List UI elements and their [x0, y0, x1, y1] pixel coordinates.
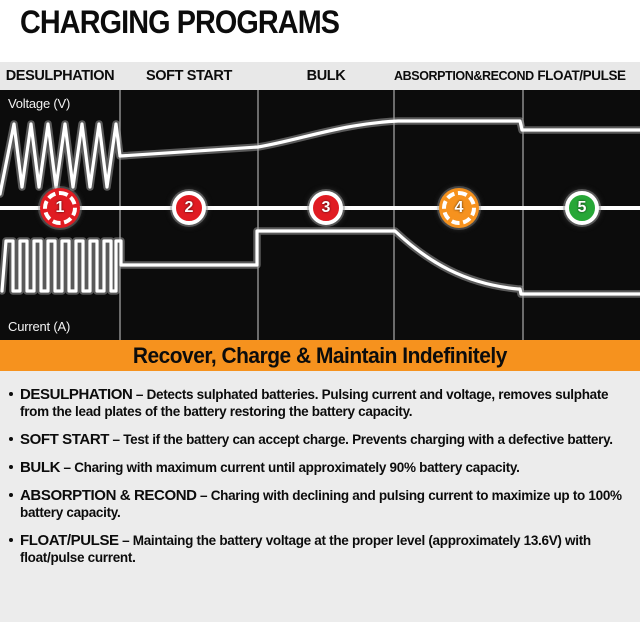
waveform-chart: [0, 90, 640, 340]
step-badge-3: 3: [309, 191, 343, 225]
stage-label-absorption-recond: ABSORPTION&RECOND: [394, 69, 534, 83]
step-badge-1: 1: [40, 188, 80, 228]
dash: –: [200, 488, 208, 503]
term: SOFT START: [20, 431, 110, 448]
dash: –: [112, 432, 120, 447]
page-title: CHARGING PROGRAMS: [20, 4, 340, 40]
term: FLOAT/PULSE: [20, 532, 119, 549]
banner: [0, 340, 640, 371]
descriptions-section: [0, 371, 640, 622]
term: BULK: [20, 459, 61, 476]
term: DESULPHATION: [20, 386, 133, 403]
term-description: Test if the battery can accept charge. Prevents charging with a defective battery.: [123, 432, 613, 447]
term-description: Charing with declining and pulsing current to maximize up to 100% battery capacity.: [20, 488, 622, 520]
description-item-bulk: [8, 459, 632, 476]
description-item-float-pulse: [8, 532, 632, 566]
stage-header-bar: [0, 62, 640, 90]
term-description: Charing with maximum current until approximately 90% battery capacity.: [74, 460, 520, 475]
step-badge-4: 4: [439, 188, 479, 228]
step-badge-5: 5: [565, 191, 599, 225]
dash: –: [63, 460, 71, 475]
description-item-desulphation: [8, 386, 632, 420]
stage-label-bulk: BULK: [306, 68, 346, 84]
dash: –: [122, 533, 130, 548]
step-badge-2: 2: [172, 191, 206, 225]
description-item-soft-start: [8, 431, 632, 448]
current-waveform: [2, 231, 640, 294]
stage-label-soft-start: SOFT START: [146, 68, 232, 84]
stage-label-desulphation: DESULPHATION: [5, 68, 115, 84]
banner-text: Recover, Charge & Maintain Indefinitely: [132, 342, 508, 368]
stage-label-float-pulse: FLOAT/PULSE: [537, 68, 626, 83]
voltage-axis-label: Voltage (V): [8, 96, 71, 111]
term-description: Maintaing the battery voltage at the proper level (approximately 13.6V) with float/pulse current.: [20, 533, 591, 565]
dash: –: [135, 387, 144, 402]
term-description: Detects sulphated batteries. Pulsing current and voltage, removes sulphate from the lead plates of the battery restoring the battery capacity.: [20, 387, 609, 419]
description-item-absorption-recond: [8, 487, 632, 521]
description-list: [8, 386, 632, 566]
term: ABSORPTION & RECOND: [20, 487, 197, 504]
current-axis-label: Current (A): [8, 319, 71, 334]
